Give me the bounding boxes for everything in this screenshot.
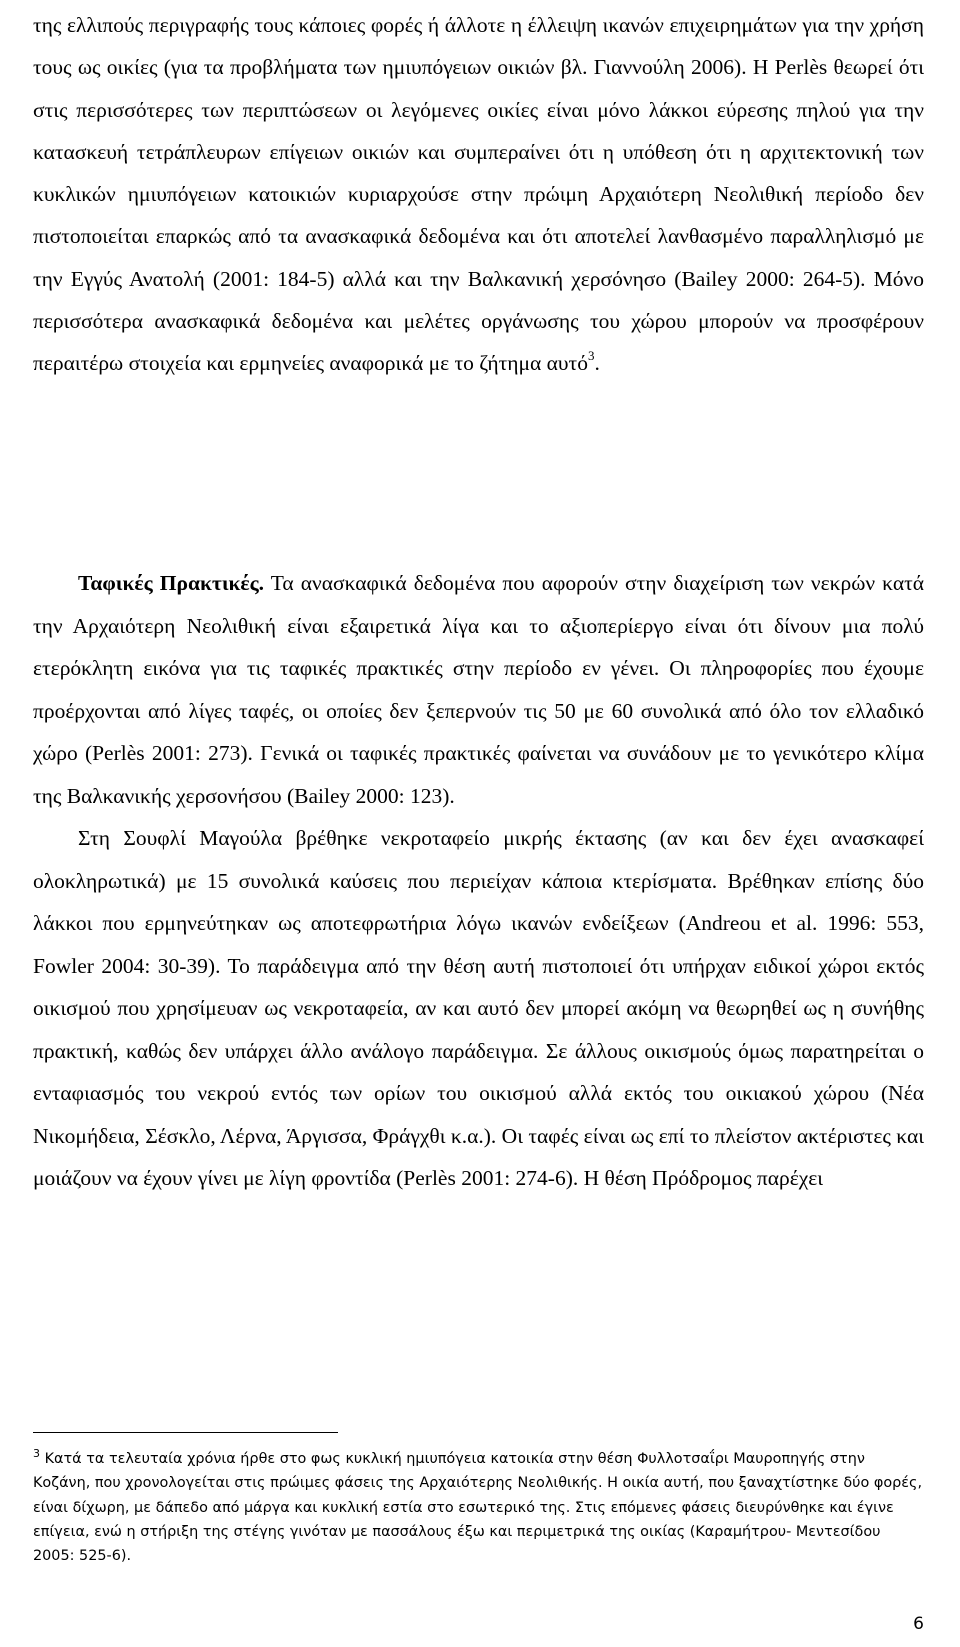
- paragraph-1-end: .: [594, 351, 600, 376]
- paragraph-3: [33, 817, 924, 1200]
- section-heading: Ταφικές Πρακτικές.: [78, 571, 265, 595]
- paragraph-3-text: Στη Σουφλί Μαγούλα βρέθηκε νεκροταφείο μικρής έκτασης (αν και δεν έχει ανασκαφεί ολοκληρωτικά) με 15 συνολικά καύσεις που περιείχαν κάποια κτερίσματα. Βρέθηκαν επίσης δύο λάκκοι που ερμηνεύτηκαν ως αποτεφρωτήρια λόγω ικανών ενδείξεων (Andreou et al. 1996: 553, Fowler 2004: 30-39). Το παράδειγμα από την θέση αυτή πιστοποιεί ότι υπήρχαν ειδικοί χώροι εκτός οικισμού που χρησίμευαν ως νεκροταφεία, αν και αυτό δεν μπορεί ακόμη να θεωρηθεί ως η συνήθης πρακτική, καθώς δεν υπάρχει άλλο ανάλογο παράδειγμα. Σε άλλους οικισμούς όμως παρατηρείται ο ενταφιασμός του νεκρού εντός των ορίων του οικισμού αλλά εκτός του οικιακού χώρου (Νέα Νικομήδεια, Σέσκλο, Λέρνα, Άργισσα, Φράγχθι κ.α.). Οι ταφές είναι ως επί το πλείστον ακτέριστες και μοιάζουν να έχουν γίνει με λίγη φροντίδα (Perlès 2001: 274-6). Η θέση Πρόδρομος παρέχει: [33, 826, 924, 1190]
- paragraph-2: [33, 562, 924, 817]
- footnote: [33, 1447, 924, 1568]
- paragraph-1: [33, 4, 924, 385]
- paragraph-1-text: της ελλιπούς περιγραφής τους κάποιες φορές ή άλλοτε η έλλειψη ικανών επιχειρημάτων για την χρήση τους ως οικίες (για τα προβλήματα των ημιυπόγειων οικιών βλ. Γιαννούλη 2006). Η Perlès θεωρεί ότι στις περισσότερες των περιπτώσεων οι λεγόμενες οικίες είναι μόνο λάκκοι εύρεσης πηλού για την κατασκευή τετράπλευρων επίγειων οικιών και συμπεραίνει ότι η υπόθεση ότι η αρχιτεκτονική των κυκλικών ημιυπόγειων κατοικιών κυριαρχούσε στην πρώιμη Αρχαιότερη Νεολιθική περίοδο δεν πιστοποιείται επαρκώς από τα ανασκαφικά δεδομένα και ότι αποτελεί λανθασμένο παραλληλισμό με την Εγγύς Ανατολή (2001: 184-5) αλλά και την Βαλκανική χερσόνησο (Bailey 2000: 264-5). Μόνο περισσότερα ανασκαφικά δεδομένα και μελέτες οργάνωσης του χώρου μπορούν να προσφέρουν περαιτέρω στοιχεία και ερμηνείες αναφορικά με το ζήτημα αυτό: [33, 13, 924, 376]
- footnote-text: Κατά τα τελευταία χρόνια ήρθε στο φως κυκλική ημιυπόγεια κατοικία στην θέση Φυλλοτσαΐρι Μαυροπηγής στην Κοζάνη, που χρονολογείται στις πρώιμες φάσεις της Αρχαιότερης Νεολιθικής. Η οικία αυτή, που ξαναχτίστηκε δύο φορές, είναι δίχωρη, με δάπεδο από μάργα και κυκλική εστία στο εσωτερικό της. Στις επόμενες φάσεις διευρύνθηκε και έγινε επίγεια, ενώ η στήριξη της στέγης γινόταν με πασσάλους έξω και περιμετρικά της οικίας (Καραμήτρου- Μεντεσίδου 2005: 525-6).: [33, 1451, 923, 1565]
- footnote-separator: [33, 1432, 338, 1433]
- footnote-reference[interactable]: 3: [587, 348, 595, 364]
- main-text-block: [33, 562, 924, 1200]
- page-number: 6: [913, 1614, 924, 1634]
- footnote-marker: 3: [33, 1447, 40, 1460]
- paragraph-2-text: Τα ανασκαφικά δεδομένα που αφορούν στην διαχείριση των νεκρών κατά την Αρχαιότερη Νεολιθική είναι εξαιρετικά λίγα και το αξιοπερίεργο είναι ότι δίνουν μια πολύ ετερόκλητη εικόνα για τις ταφικές πρακτικές στην περίοδο εν γένει. Οι πληροφορίες που έχουμε προέρχονται από λίγες ταφές, οι οποίες δεν ξεπερνούν τις 50 με 60 συνολικά από όλο τον ελλαδικό χώρο (Perlès 2001: 273). Γενικά οι ταφικές πρακτικές φαίνεται να συνάδουν με το γενικότερο κλίμα της Βαλκανικής χερσονήσου (Bailey 2000: 123).: [33, 571, 924, 808]
